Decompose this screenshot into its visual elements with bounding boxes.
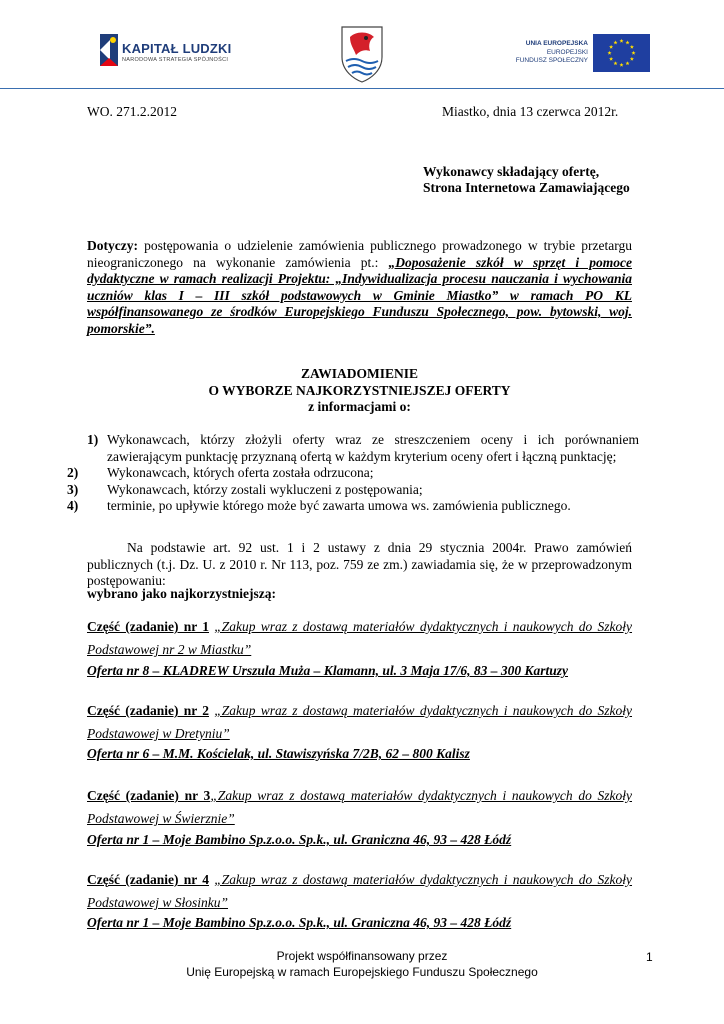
list-item (67, 481, 639, 499)
kl-logo-title: KAPITAŁ LUDZKI (122, 41, 232, 56)
heading-line-2: O WYBORZE NAJKORZYSTNIEJSZEJ OFERTY (208, 382, 511, 398)
part-title-line-1: „Zakup wraz z dostawą materiałów dydaktycznych i naukowych do Szkoły (214, 619, 633, 634)
part-title-line-1: „Zakup wraz z dostawą materiałów dydaktycznych i naukowych do Szkoły (214, 872, 633, 887)
list-item-text: Wykonawcach, którzy zostali wykluczeni z postępowania; (107, 481, 423, 497)
list-item (87, 432, 639, 465)
eu-label (480, 40, 588, 66)
part-2-offer: Oferta nr 6 – M.M. Kościelak, ul. Stawiszyńska 7/2B, 62 – 800 Kalisz (87, 746, 470, 761)
part-4-title (87, 868, 632, 914)
part-3-offer: Oferta nr 1 – Moje Bambino Sp.z.o.o. Sp.k., ul. Graniczna 46, 93 – 428 Łódź (87, 832, 512, 847)
part-label: Część (zadanie) nr 2 (87, 703, 209, 718)
list-item-text: Wykonawcach, których oferta została odrzucona; (107, 465, 374, 480)
kapital-ludzki-mark-icon (98, 30, 120, 70)
subject-paragraph (87, 238, 632, 337)
list-item-text: terminie, po upływie którego może być zawarta umowa ws. zamówienia publicznego. (107, 498, 571, 513)
selected-label: wybrano jako najkorzystniejszą: (87, 586, 276, 601)
kl-logo-subtitle: NARODOWA STRATEGIA SPÓJNOŚCI (122, 57, 229, 63)
subject-intro: postępowania o udzielenie zamówienia publicznego prowadzonego w trybie przetargu nieograniczonego na wykonanie zamówienia pt.: (87, 238, 632, 270)
list-item-text: Wykonawcach, którzy złożyli oferty wraz ze streszczeniem oceny i ich porównaniem zawierającym punktację przyznaną ofertą w każdym kryterium oceny ofert i łączną punktację; (107, 432, 639, 464)
document-reference: WO. 271.2.2012 (87, 104, 177, 119)
subject-label: Dotyczy: (87, 238, 138, 253)
part-label: Część (zadanie) nr 3 (87, 788, 211, 803)
part-title-line-2: Podstawowej w Świerznie” (87, 811, 235, 826)
part-2-title (87, 699, 632, 745)
list-item (67, 465, 639, 482)
part-1-offer: Oferta nr 8 – KLADREW Urszula Muża – Klamann, ul. 3 Maja 17/6, 83 – 300 Kartuzy (87, 663, 568, 678)
footer-line-1: Projekt współfinansowany przez (276, 949, 448, 963)
legal-basis-paragraph: Na podstawie art. 92 ust. 1 i 2 ustawy z dnia 29 stycznia 2004r. Prawo zamówień publicznych (t.j. Dz. U. z 2010 r. Nr 113, poz. 759 ze zm.) zawiadamia się, że w przeprowadzonym postępowaniu: (87, 540, 632, 588)
eu-line-1: UNIA EUROPEJSKA (525, 40, 588, 47)
part-4-offer: Oferta nr 1 – Moje Bambino Sp.z.o.o. Sp.k., ul. Graniczna 46, 93 – 428 Łódź (87, 915, 512, 930)
part-1-title (87, 615, 632, 661)
list-item (67, 498, 639, 515)
part-label: Część (zadanie) nr 4 (87, 872, 209, 887)
addressee-line-1: Wykonawcy składający ofertę, (423, 164, 600, 179)
part-title-line-2: Podstawowej w Dretyniu” (87, 726, 230, 741)
info-list (67, 432, 639, 515)
header-divider (0, 88, 724, 89)
footer-line-2: Unię Europejską w ramach Europejskiego Funduszu Społecznego (186, 965, 538, 979)
addressee-line-2: Strona Internetowa Zamawiającego (423, 180, 630, 195)
eu-flag-icon (593, 34, 650, 72)
part-label: Część (zadanie) nr 1 (87, 619, 209, 634)
notice-heading (87, 366, 632, 416)
eu-line-3: FUNDUSZ SPOŁECZNY (515, 57, 588, 64)
part-title-line-2: Podstawowej nr 2 w Miastku” (87, 642, 252, 657)
heading-line-3: z informacjami o: (308, 399, 411, 414)
eu-line-2: EUROPEJSKI (546, 48, 588, 56)
heading-line-1: ZAWIADOMIENIE (300, 366, 419, 381)
part-3-title (87, 784, 632, 830)
part-title-line-2: Podstawowej w Słosinku” (87, 895, 229, 910)
page-number: 1 (646, 950, 653, 964)
kapital-ludzki-logo (98, 30, 258, 74)
place-and-date: Miastko, dnia 13 czerwca 2012r. (442, 104, 619, 119)
subject-title: „Doposażenie szkół w sprzęt i pomoce dydaktyczne w ramach realizacji Projektu: „Indywidualizacja procesu nauczania i wychowania uczniów klas I – III szkół podstawowych w Gminie Miastko” w ramach PO KL współfinansowanego ze środków Europejskiego Funduszu Społecznego, pow. bytowski, woj. pomorskie”. (87, 254, 632, 336)
coat-of-arms-icon (340, 25, 384, 83)
part-title-line-1: „Zakup wraz z dostawą materiałów dydaktycznych i naukowych do Szkoły (214, 703, 633, 718)
list-item-number: 4) (67, 498, 79, 513)
part-title-line-1: „Zakup wraz z dostawą materiałów dydaktycznych i naukowych do Szkoły (210, 788, 632, 803)
list-item-number: 1) (87, 432, 99, 447)
list-item-number: 2) (67, 465, 79, 480)
list-item-number: 3) (67, 481, 79, 497)
